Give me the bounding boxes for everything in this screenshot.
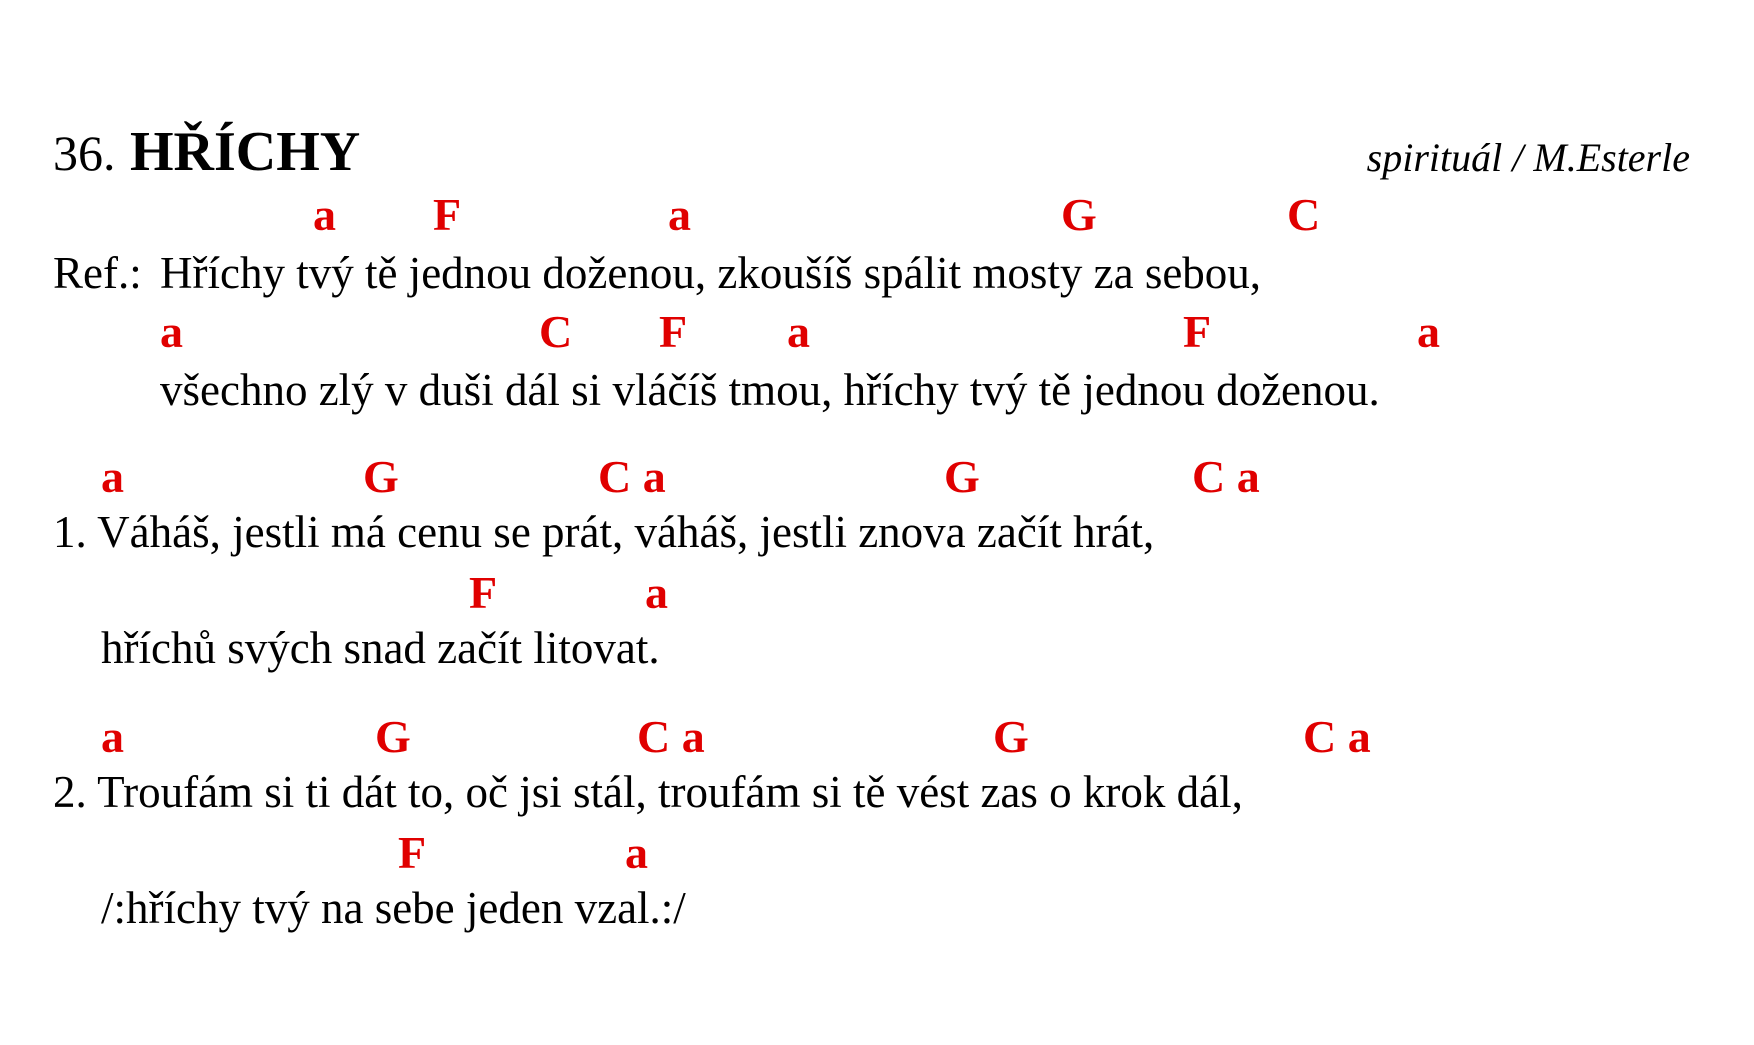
chord: F: [398, 827, 427, 878]
chord: G: [375, 711, 411, 762]
chord: G: [944, 451, 980, 502]
song-number: 36.: [53, 125, 116, 181]
chord: a: [668, 189, 691, 240]
chord: a: [787, 306, 810, 357]
chord: G: [993, 711, 1029, 762]
refrain-label: Ref.:: [53, 248, 142, 298]
verse-1-line-1: 1. Váháš, jestli má cenu se prát, váháš, jestli znova začít hrát,: [53, 507, 1155, 557]
refrain-line-1: Hříchy tvý tě jednou doženou, zkoušíš spálit mosty za sebou,: [160, 248, 1262, 298]
chord: a: [1417, 306, 1440, 357]
verse-2-line-2: /:hříchy tvý na sebe jeden vzal.:/: [101, 883, 686, 933]
chord: a: [101, 711, 124, 762]
verse-2-line-1: 2. Troufám si ti dát to, oč jsi stál, troufám si tě vést zas o krok dál,: [53, 767, 1243, 817]
chord: F: [1183, 306, 1212, 357]
chord: F: [433, 189, 462, 240]
chord: C: [539, 306, 573, 357]
chord: C a: [1303, 711, 1371, 762]
chord: C a: [598, 451, 666, 502]
chord: C a: [637, 711, 705, 762]
chord: C a: [1192, 451, 1260, 502]
song-title: HŘÍCHY: [130, 121, 361, 183]
refrain-line-2: všechno zlý v duši dál si vláčíš tmou, hříchy tvý tě jednou doženou.: [160, 365, 1380, 415]
chord: a: [313, 189, 336, 240]
chord: G: [1061, 189, 1097, 240]
chord: C: [1287, 189, 1321, 240]
chord: F: [469, 567, 498, 618]
chord: F: [659, 306, 688, 357]
chord: G: [363, 451, 399, 502]
verse-1-line-2: hříchů svých snad začít litovat.: [101, 623, 660, 673]
chord: a: [645, 567, 668, 618]
song-author: spirituál / M.Esterle: [1366, 135, 1690, 180]
chord: a: [160, 306, 183, 357]
chord: a: [101, 451, 124, 502]
chord: a: [625, 827, 648, 878]
